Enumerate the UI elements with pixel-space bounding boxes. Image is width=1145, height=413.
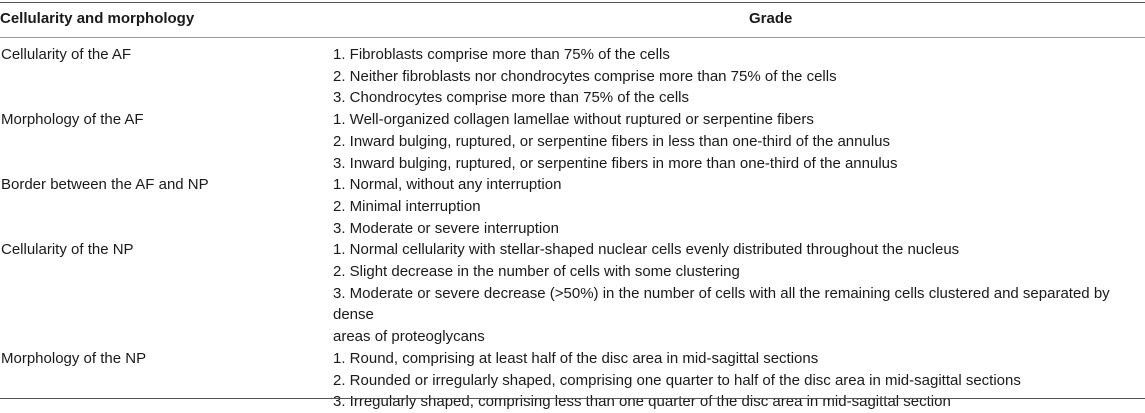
parameter-label: Cellularity of the AF bbox=[1, 46, 132, 63]
column-header-parameter: Cellularity and morphology bbox=[0, 10, 195, 27]
grade-list bbox=[333, 109, 1145, 174]
table-header bbox=[0, 0, 1145, 37]
column-header-grade: Grade bbox=[749, 10, 793, 27]
grade-item: 2. Minimal interruption bbox=[333, 197, 481, 215]
table-body bbox=[0, 44, 1145, 413]
grade-list bbox=[333, 348, 1145, 413]
grade-item: 3. Moderate or severe decrease (>50%) in the number of cells with all the remaining cells clustered and separated by dense areas of proteoglycans bbox=[333, 284, 1110, 346]
grade-item: 2. Inward bulging, ruptured, or serpentine fibers in less than one-third of the annulus bbox=[333, 132, 891, 150]
table-row-group bbox=[0, 44, 1145, 109]
grade-item: 1. Fibroblasts comprise more than 75% of the cells bbox=[333, 46, 670, 63]
table-row-group bbox=[0, 174, 1145, 239]
parameter-label: Border between the AF and NP bbox=[1, 176, 209, 194]
grade-item: 2. Neither fibroblasts nor chondrocytes comprise more than 75% of the cells bbox=[333, 67, 837, 85]
parameter-label: Cellularity of the NP bbox=[1, 241, 134, 259]
grade-item: 1. Round, comprising at least half of the disc area in mid-sagittal sections bbox=[333, 349, 819, 367]
grade-item: 1. Normal, without any interruption bbox=[333, 176, 562, 194]
table-row-group bbox=[0, 348, 1145, 413]
grade-list bbox=[333, 239, 1145, 348]
grade-item: 1. Normal cellularity with stellar-shaped nuclear cells evenly distributed throughout the nucleus bbox=[333, 241, 960, 259]
grade-list bbox=[333, 44, 1145, 109]
grade-item: 2. Slight decrease in the number of cells with some clustering bbox=[333, 263, 740, 281]
parameter-label: Morphology of the NP bbox=[1, 349, 147, 367]
grade-list bbox=[333, 174, 1145, 239]
grade-item: 1. Well-organized collagen lamellae without ruptured or serpentine fibers bbox=[333, 111, 814, 129]
grade-item: 3. Irregularly shaped, comprising less than one quarter of the disc area in mid-sagittal section bbox=[333, 393, 951, 411]
table-header-rule bbox=[0, 37, 1145, 38]
table-bottom-rule bbox=[0, 398, 1145, 399]
table-row-group bbox=[0, 109, 1145, 174]
parameter-label: Morphology of the AF bbox=[1, 111, 144, 129]
grade-item: 3. Chondrocytes comprise more than 75% of the cells bbox=[333, 89, 690, 107]
table-row-group bbox=[0, 239, 1145, 348]
grade-item: 3. Inward bulging, ruptured, or serpentine fibers in more than one-third of the annulus bbox=[333, 154, 898, 172]
grade-item: 3. Moderate or severe interruption bbox=[333, 219, 559, 237]
grade-item: 2. Rounded or irregularly shaped, comprising one quarter to half of the disc area in mid-sagittal sections bbox=[333, 371, 1021, 389]
